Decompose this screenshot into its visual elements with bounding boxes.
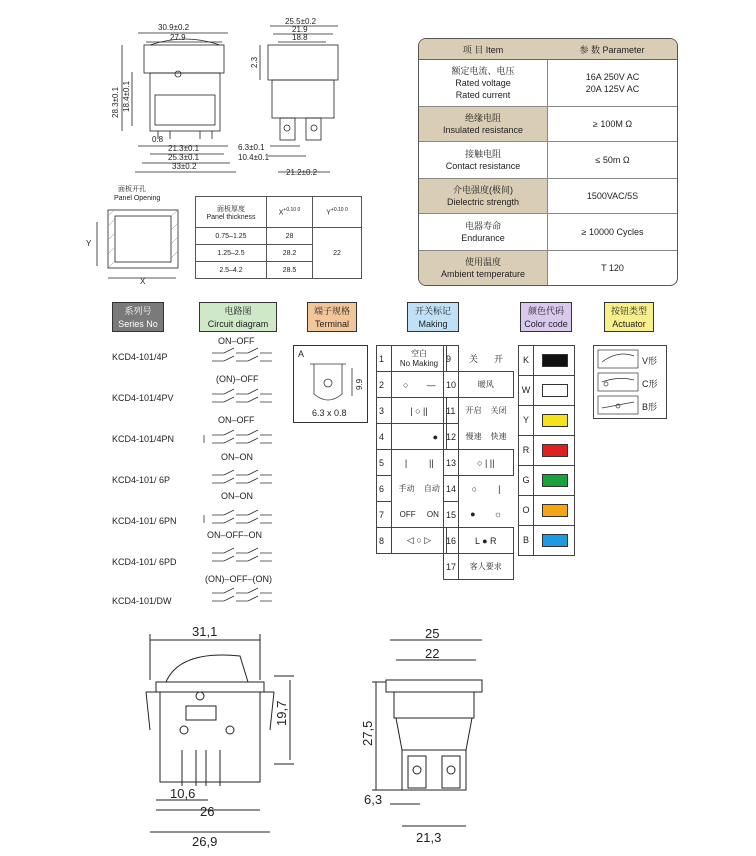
- making-mark: No Making: [399, 358, 439, 368]
- making-table-right: [443, 345, 514, 580]
- circuit-symbol: [212, 389, 272, 402]
- param-en: Endurance: [461, 233, 505, 243]
- dim-text: 18.8: [292, 33, 308, 42]
- color-swatch-blue: [542, 534, 568, 547]
- param-en: Dielectric strength: [446, 197, 520, 207]
- panel-h1-en: Panel thickness: [206, 213, 256, 221]
- param-en: Rated current: [455, 90, 511, 100]
- terminal-box: [293, 345, 368, 423]
- series-model: KCD4-101/4PN: [112, 434, 175, 444]
- making-number: 11: [444, 398, 459, 424]
- param-value: 20A 125V AC: [585, 84, 640, 94]
- circuit-mode: ON–OFF–ON: [207, 530, 263, 540]
- panel-h2: X: [278, 209, 284, 217]
- panel-thickness-table: [195, 196, 362, 279]
- legend-color: 颜色代码 Color code: [520, 302, 572, 332]
- making-number: 8: [377, 528, 392, 554]
- legend-series: 系列号 Series No: [112, 302, 164, 332]
- making-number: 16: [444, 528, 459, 554]
- making-number: 15: [444, 502, 459, 528]
- making-number: 4: [377, 424, 392, 450]
- making-number: 12: [444, 424, 459, 450]
- actuator-box: [593, 345, 667, 419]
- dim-text: 21.9: [292, 25, 308, 34]
- param-value: T 120: [601, 263, 624, 273]
- circuit-symbol: [212, 548, 272, 561]
- param-value: 1500VAC/5S: [586, 191, 639, 201]
- panel-opening-en: Panel Opening: [114, 195, 161, 202]
- dim-text: 25.3±0.1: [168, 153, 200, 162]
- legend-circuit: 电路图 Circuit diagram: [199, 302, 277, 332]
- making-mark: ○: [471, 483, 477, 494]
- dim-text: 0.8: [152, 135, 164, 144]
- series-model: KCD4-101/4PV: [112, 393, 174, 403]
- panel-opening-cn: 面板开孔: [118, 186, 146, 193]
- legend-making: 开关标记 Making: [407, 302, 459, 332]
- param-value: ≥ 100M Ω: [592, 119, 633, 129]
- making-mark: ||: [428, 457, 434, 468]
- making-mark: ○: [403, 379, 409, 390]
- terminal-dim-h: 9.9: [355, 378, 364, 390]
- param-cn: 绝缘电阻: [464, 113, 501, 123]
- bottom-dim: 25: [425, 626, 440, 641]
- param-value: ≤ 50m Ω: [595, 155, 630, 165]
- making-number: 2: [377, 372, 392, 398]
- color-swatch-yellow: [542, 414, 568, 427]
- bottom-dim: 26: [200, 804, 215, 819]
- param-value: ≥ 10000 Cycles: [581, 227, 644, 237]
- making-number: 10: [444, 372, 459, 398]
- actuator-c: C形: [642, 379, 658, 389]
- param-header-item: 项 目 Item: [462, 44, 504, 55]
- color-row: R: [519, 436, 574, 466]
- param-row: [419, 107, 677, 142]
- circuit-symbol: [204, 510, 272, 523]
- axis-y: Y: [86, 239, 92, 248]
- making-mark: |: [404, 457, 408, 468]
- circuit-diagrams: [200, 345, 280, 615]
- circuit-mode: (ON)–OFF–(ON): [205, 574, 272, 584]
- making-mark: 关闭: [490, 406, 507, 415]
- color-row: K: [519, 346, 574, 376]
- param-en: Ambient temperature: [440, 269, 526, 279]
- rocker-profile: [166, 655, 248, 682]
- axis-x: X: [140, 277, 146, 286]
- bottom-dim: 31,1: [192, 624, 218, 639]
- dim-text: 30.9±0.2: [158, 23, 190, 32]
- parameter-table: [418, 38, 678, 286]
- making-mark: ○ | ||: [459, 450, 514, 476]
- color-swatch-red: [542, 444, 568, 457]
- panel-cell: 28: [267, 228, 313, 245]
- making-mark: |: [498, 483, 501, 494]
- panel-cell: 2.5–4.2: [196, 262, 267, 279]
- circuit-mode: ON–OFF: [218, 336, 255, 346]
- param-cn: 使用温度: [464, 257, 501, 267]
- panel-cell: 28.2: [267, 245, 313, 262]
- panel-h2-tol: +0.10 0: [283, 207, 301, 214]
- bottom-technical-drawing: [120, 620, 510, 856]
- dim-text: 25.5±0.2: [285, 17, 317, 26]
- dim-text: 28.3±0.1: [111, 86, 120, 118]
- actuator-b: B形: [642, 402, 658, 412]
- param-cn: 介电强度(极间): [453, 185, 513, 195]
- circuit-symbol: [212, 470, 272, 483]
- making-mark: 开: [494, 353, 504, 364]
- param-cn: 接触电阻: [464, 149, 501, 159]
- series-model: KCD4-101/DW: [112, 596, 172, 606]
- dim-text: 21.3±0.1: [168, 144, 200, 153]
- circuit-mode: (ON)–OFF: [216, 374, 259, 384]
- panel-cell: 0.75–1.25: [196, 228, 267, 245]
- legend-terminal: 端子规格 Terminal: [307, 302, 357, 332]
- param-en: Contact resistance: [445, 161, 521, 171]
- color-row: W: [519, 376, 574, 406]
- panel-cell: 28.5: [267, 262, 313, 279]
- bottom-dim: 6,3: [364, 792, 383, 807]
- making-mark: 空白: [411, 348, 427, 358]
- param-row: [419, 251, 677, 285]
- making-number: 13: [444, 450, 459, 476]
- making-number: 3: [377, 398, 392, 424]
- making-mark: 关: [469, 353, 479, 364]
- param-value: 16A 250V AC: [585, 72, 640, 82]
- param-row: [419, 214, 677, 251]
- terminal-dim-w: 6.3 x 0.8: [312, 408, 347, 418]
- making-mark: 暖风: [459, 372, 514, 398]
- color-swatch-white: [542, 384, 568, 397]
- color-row: B: [519, 526, 574, 555]
- making-number: 5: [377, 450, 392, 476]
- making-mark: 慢速: [465, 431, 482, 441]
- dim-text: 6.3±0.1: [238, 143, 265, 152]
- circuit-mode: ON–ON: [221, 491, 254, 501]
- making-mark: | ○ ||: [392, 398, 447, 424]
- param-header-parameter: 参 数 Parameter: [579, 44, 645, 55]
- making-mark: OFF: [399, 509, 416, 519]
- making-mark: 客人要求: [459, 554, 514, 580]
- making-number: 9: [444, 346, 459, 372]
- param-en: Insulated resistance: [442, 125, 524, 135]
- color-swatch-orange: [542, 504, 568, 517]
- panel-h3: Y: [326, 209, 331, 217]
- making-mark: ON: [426, 509, 439, 519]
- making-mark: 手动: [398, 483, 415, 493]
- dim-text: 10.4±0.1: [238, 153, 270, 162]
- circuit-symbol: [212, 588, 272, 601]
- circuit-mode: ON–ON: [221, 452, 254, 462]
- param-row: [419, 142, 677, 179]
- color-code-table: [518, 345, 575, 556]
- panel-y-value: 22: [313, 228, 362, 279]
- color-swatch-black: [542, 354, 568, 367]
- making-mark: ●: [392, 424, 447, 450]
- series-model: KCD4-101/4P: [112, 352, 168, 362]
- dim-text: 2.3: [250, 56, 259, 68]
- panel-h1-cn: 面板厚度: [217, 205, 245, 213]
- dim-text: 18.4±0.1: [122, 80, 131, 112]
- dim-text: 33±0.2: [172, 162, 197, 171]
- param-cn: 额定电流、电压: [451, 66, 515, 76]
- making-mark: ◁ ○ ▷: [392, 528, 447, 554]
- color-swatch-green: [542, 474, 568, 487]
- making-number: 7: [377, 502, 392, 528]
- making-number: 1: [377, 346, 392, 372]
- series-model: KCD4-101/ 6P: [112, 475, 171, 485]
- param-row: [419, 60, 677, 107]
- series-model: KCD4-101/ 6PD: [112, 557, 177, 567]
- actuator-v: V形: [642, 356, 658, 366]
- making-mark: 开启: [465, 406, 482, 415]
- dim-text: 27.9: [170, 33, 186, 42]
- circuit-symbol: [212, 348, 272, 361]
- rocker-top: [144, 45, 224, 73]
- making-number: 17: [444, 554, 459, 580]
- switch-housing-left: [150, 73, 220, 131]
- color-row: Y: [519, 406, 574, 436]
- color-row: G: [519, 466, 574, 496]
- making-mark: 自动: [423, 483, 440, 493]
- bottom-dim: 21,3: [416, 830, 442, 845]
- making-table-left: [376, 345, 447, 554]
- making-mark: ●: [470, 509, 476, 519]
- terminal-letter: A: [298, 349, 305, 359]
- switch-housing-right: [268, 45, 338, 80]
- making-mark: ☼: [493, 509, 502, 519]
- making-mark: L ● R: [459, 528, 514, 554]
- bottom-dim: 22: [425, 646, 440, 661]
- param-cn: 电器寿命: [464, 221, 501, 231]
- param-row: [419, 179, 677, 214]
- panel-cell: 1.25–2.5: [196, 245, 267, 262]
- bottom-dim: 26,9: [192, 834, 218, 849]
- dim-text: 21.2±0.2: [286, 168, 318, 177]
- making-mark: —: [426, 379, 436, 390]
- making-number: 6: [377, 476, 392, 502]
- making-mark: 快速: [490, 431, 507, 441]
- bottom-dim: 10,6: [170, 786, 196, 801]
- color-row: O: [519, 496, 574, 526]
- parameter-table-header: [419, 39, 677, 60]
- making-number: 14: [444, 476, 459, 502]
- param-en: Rated voltage: [455, 78, 511, 88]
- panel-h3-tol: +0.10 0: [330, 207, 348, 214]
- bottom-dim: 27,5: [360, 720, 375, 746]
- series-model: KCD4-101/ 6PN: [112, 516, 177, 526]
- legend-actuator: 按钮类型 Actuator: [604, 302, 654, 332]
- circuit-symbol: [204, 430, 272, 443]
- circuit-mode: ON–OFF: [218, 415, 255, 425]
- bottom-dim: 19,7: [274, 700, 289, 726]
